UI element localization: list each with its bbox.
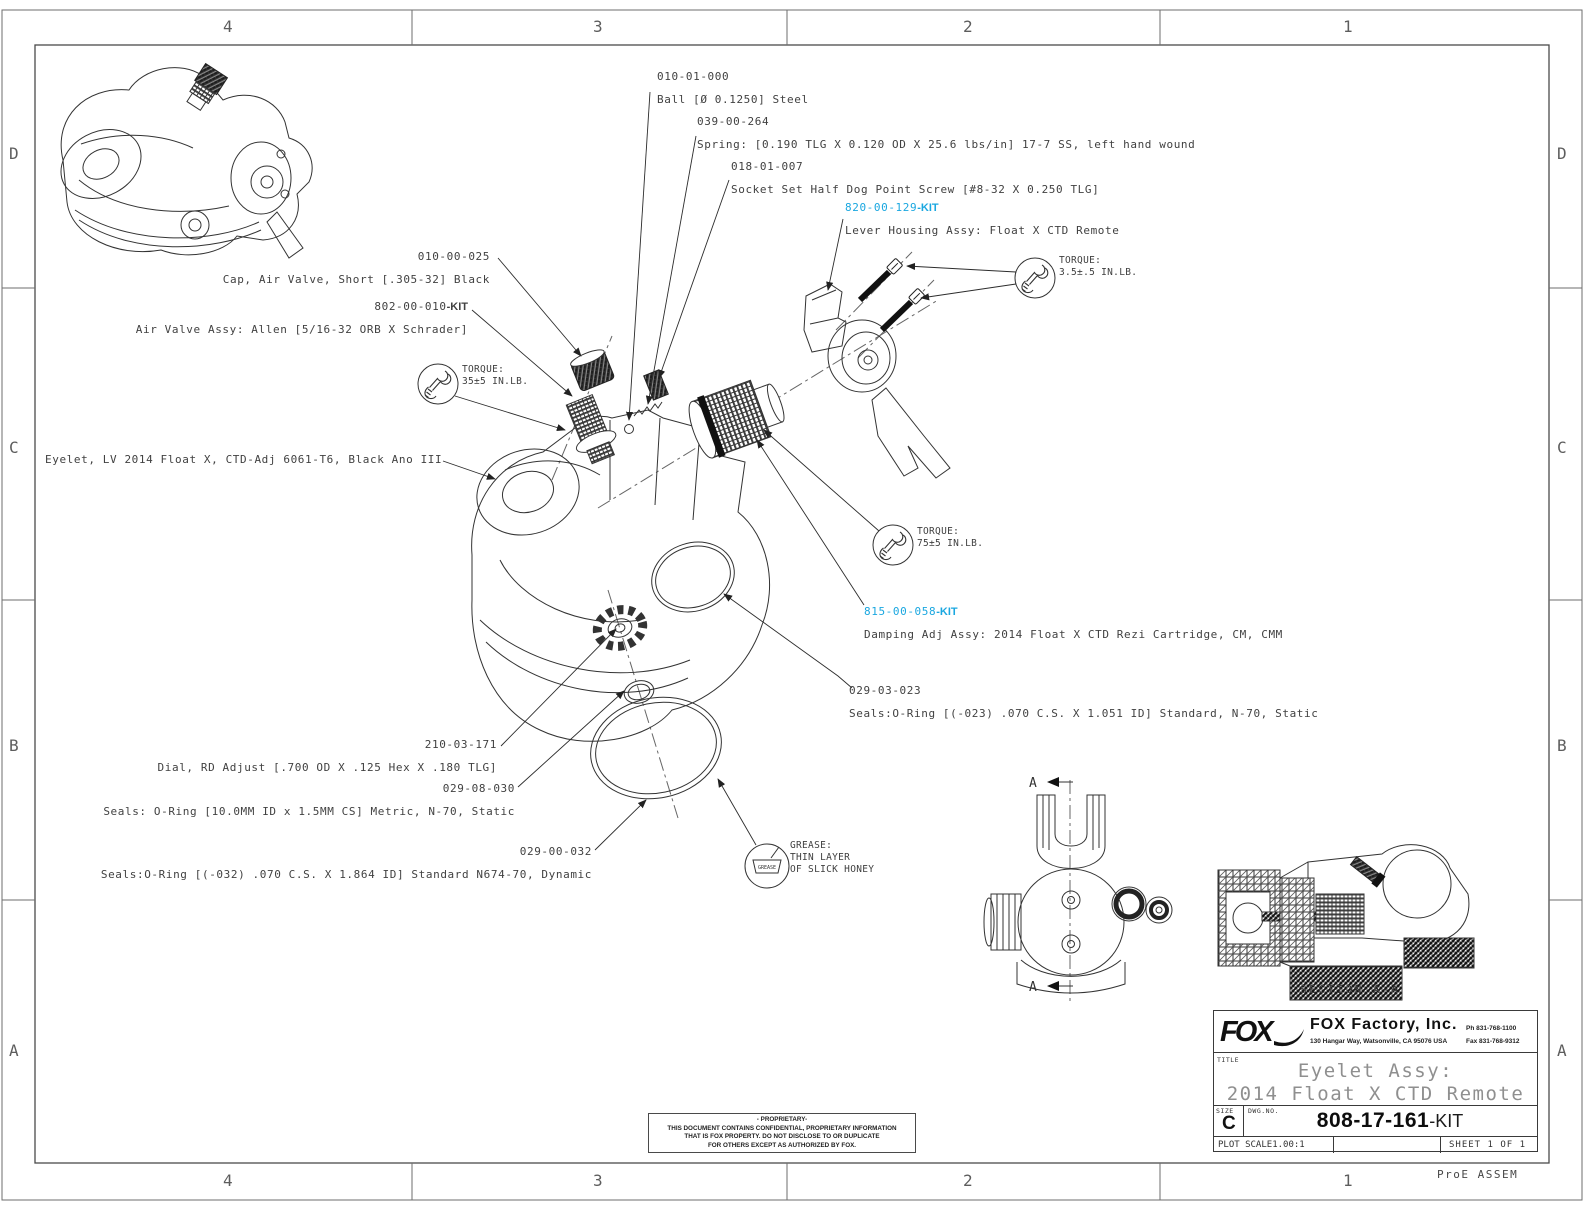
title-label: TITLE xyxy=(1217,1056,1240,1064)
callout-spring xyxy=(697,115,1195,151)
part-description: Damping Adj Assy: 2014 Float X CTD Rezi Cartridge, CM, CMM xyxy=(864,628,1283,641)
zone-col-bottom-1: 1 xyxy=(1343,1171,1353,1190)
zone-row-right-b: B xyxy=(1557,736,1567,755)
damping-cartridge-part xyxy=(683,371,791,463)
zone-row-right-c: C xyxy=(1557,438,1567,457)
ball-part xyxy=(625,425,634,434)
oring-023-part xyxy=(643,532,744,623)
callout-lever-housing-kit xyxy=(845,201,1119,237)
size-value: C xyxy=(1222,1113,1236,1134)
callout-damping-adj-kit xyxy=(864,605,1283,641)
part-description: Dial, RD Adjust [.700 OD X .125 Hex X .180 TLG] xyxy=(157,761,497,774)
proprietary-notice: - PROPRIETARY- THIS DOCUMENT CONTAINS CONFIDENTIAL, PROPRIETARY INFORMATION THAT IS FOX PROPERTY. DO NOT DISCLOSE TO OR DUPLICATE FOR OTHERS EXCEPT AS AUTHORIZED BY FOX. xyxy=(648,1113,916,1153)
part-description: Ball [Ø 0.1250] Steel xyxy=(657,93,809,106)
torque-note-75: TORQUE: 75±5 IN.LB. xyxy=(917,526,984,549)
part-number: 039-00-264 xyxy=(697,115,770,128)
zone-row-left-b: B xyxy=(9,736,19,755)
assembled-view-drawing xyxy=(49,64,312,258)
part-number: 018-01-007 xyxy=(731,160,804,173)
callout-oring-023 xyxy=(849,684,1318,720)
lever-housing-part xyxy=(804,258,950,478)
zone-row-left-a: A xyxy=(9,1041,19,1060)
zone-col-top-3: 3 xyxy=(593,17,603,36)
title-block xyxy=(1213,1010,1538,1152)
torque-note-3-5: TORQUE: 3.5±.5 IN.LB. xyxy=(1059,255,1138,278)
part-number: 802-00-010-KIT xyxy=(374,300,468,313)
zone-col-top-2: 2 xyxy=(963,17,973,36)
part-description: Seals: O-Ring [10.0MM ID x 1.5MM CS] Metric, N-70, Static xyxy=(103,805,515,818)
title-block-header xyxy=(1214,1011,1537,1053)
part-number: 029-03-023 xyxy=(849,684,922,697)
air-valve-part xyxy=(560,392,623,467)
part-description: Seals:O-Ring [(-032) .070 C.S. X 1.864 ID] Standard N674-70, Dynamic xyxy=(100,868,592,881)
torque-note-35: TORQUE: 35±5 IN.LB. xyxy=(462,364,529,387)
callout-oring-metric xyxy=(103,782,515,818)
sheet-cell: SHEET 1 OF 1 xyxy=(1449,1140,1527,1150)
part-number: 210-03-171 xyxy=(424,738,497,751)
zone-col-bottom-3: 3 xyxy=(593,1171,603,1190)
front-view-drawing xyxy=(984,776,1172,1002)
callout-air-valve-cap xyxy=(223,250,490,286)
grease-icon xyxy=(745,844,789,888)
torque-icon-75 xyxy=(873,525,913,565)
part-number: 010-00-025 xyxy=(417,250,490,263)
zone-col-bottom-2: 2 xyxy=(963,1171,973,1190)
size-cell: SIZE C xyxy=(1214,1106,1244,1136)
set-screw-part xyxy=(644,370,669,400)
callout-dial xyxy=(158,738,497,774)
part-description: Lever Housing Assy: Float X CTD Remote xyxy=(845,224,1120,237)
zone-col-top-4: 4 xyxy=(223,17,233,36)
part-description: Seals:O-Ring [(-023) .070 C.S. X 1.051 ID] Standard, N-70, Static xyxy=(849,707,1319,720)
part-description: Cap, Air Valve, Short [.305-32] Black xyxy=(222,273,490,286)
svg-text:GREASE: GREASE xyxy=(757,865,777,871)
part-description: Spring: [0.190 TLG X 0.120 OD X 25.6 lbs/in] 17-7 SS, left hand wound xyxy=(697,138,1196,151)
callout-set-screw xyxy=(731,160,1099,196)
air-valve-cap-part xyxy=(569,347,615,392)
dwg-no-label: DWG.NO. xyxy=(1248,1107,1279,1115)
zone-row-left-d: D xyxy=(9,144,19,163)
torque-icon-3-5 xyxy=(1015,258,1055,298)
svg-text:A: A xyxy=(1029,980,1037,995)
torque-icon-35 xyxy=(418,364,458,404)
exploded-view-drawing xyxy=(466,258,950,810)
oring-032-part xyxy=(581,685,731,810)
section-label: SECTION A-A xyxy=(1300,983,1401,996)
part-number: 815-00-058-KIT xyxy=(864,605,958,618)
callout-oring-032 xyxy=(101,845,592,881)
part-number: 820-00-129-KIT xyxy=(845,201,939,214)
part-description: Air Valve Assy: Allen [5/16-32 ORB X Schrader] xyxy=(135,323,468,336)
part-number: 029-08-030 xyxy=(442,782,515,795)
drawing-title-line2: 2014 Float X CTD Remote xyxy=(1226,1083,1525,1105)
size-dwg-row xyxy=(1214,1105,1537,1136)
svg-text:FOX: FOX xyxy=(1220,1016,1271,1048)
part-number: 010-01-000 xyxy=(657,70,730,83)
company-phone: Ph 831-768-1100 xyxy=(1466,1025,1517,1032)
part-description: Socket Set Half Dog Point Screw [#8-32 X 0.250 TLG] xyxy=(731,183,1100,196)
footer-note: ProE ASSEM xyxy=(1437,1168,1519,1181)
grease-note: GREASE: THIN LAYER OF SLICK HONEY xyxy=(790,840,875,875)
part-number: 029-00-032 xyxy=(519,845,592,858)
fox-logo xyxy=(1218,1013,1308,1051)
callout-eyelet: Eyelet, LV 2014 Float X, CTD-Adj 6061-T6, Black Ano III xyxy=(45,453,443,466)
title-block-bottom-row xyxy=(1214,1136,1537,1153)
callout-ball xyxy=(657,70,809,106)
company-address: 130 Hangar Way, Watsonville, CA 95076 USA xyxy=(1310,1038,1448,1045)
section-cut-marker-top xyxy=(1029,776,1073,791)
empty-cell xyxy=(1334,1137,1441,1153)
zone-row-right-a: A xyxy=(1557,1041,1567,1060)
zone-col-top-1: 1 xyxy=(1343,17,1353,36)
company-fax: Fax 831-768-9312 xyxy=(1466,1038,1520,1045)
plot-scale-cell: PLOT SCALE1.00:1 xyxy=(1214,1137,1334,1153)
spring-part xyxy=(634,402,662,416)
callout-air-valve-kit xyxy=(136,300,468,336)
zone-row-left-c: C xyxy=(9,438,19,457)
dwg-number: 808-17-161-KIT xyxy=(1316,1109,1464,1132)
section-view-drawing xyxy=(1218,845,1474,1000)
zone-row-right-d: D xyxy=(1557,144,1567,163)
svg-text:A: A xyxy=(1029,776,1037,791)
zone-col-bottom-4: 4 xyxy=(223,1171,233,1190)
drawing-title-line1: Eyelet Assy: xyxy=(1297,1060,1454,1082)
company-name: FOX Factory, Inc. xyxy=(1310,1016,1458,1033)
